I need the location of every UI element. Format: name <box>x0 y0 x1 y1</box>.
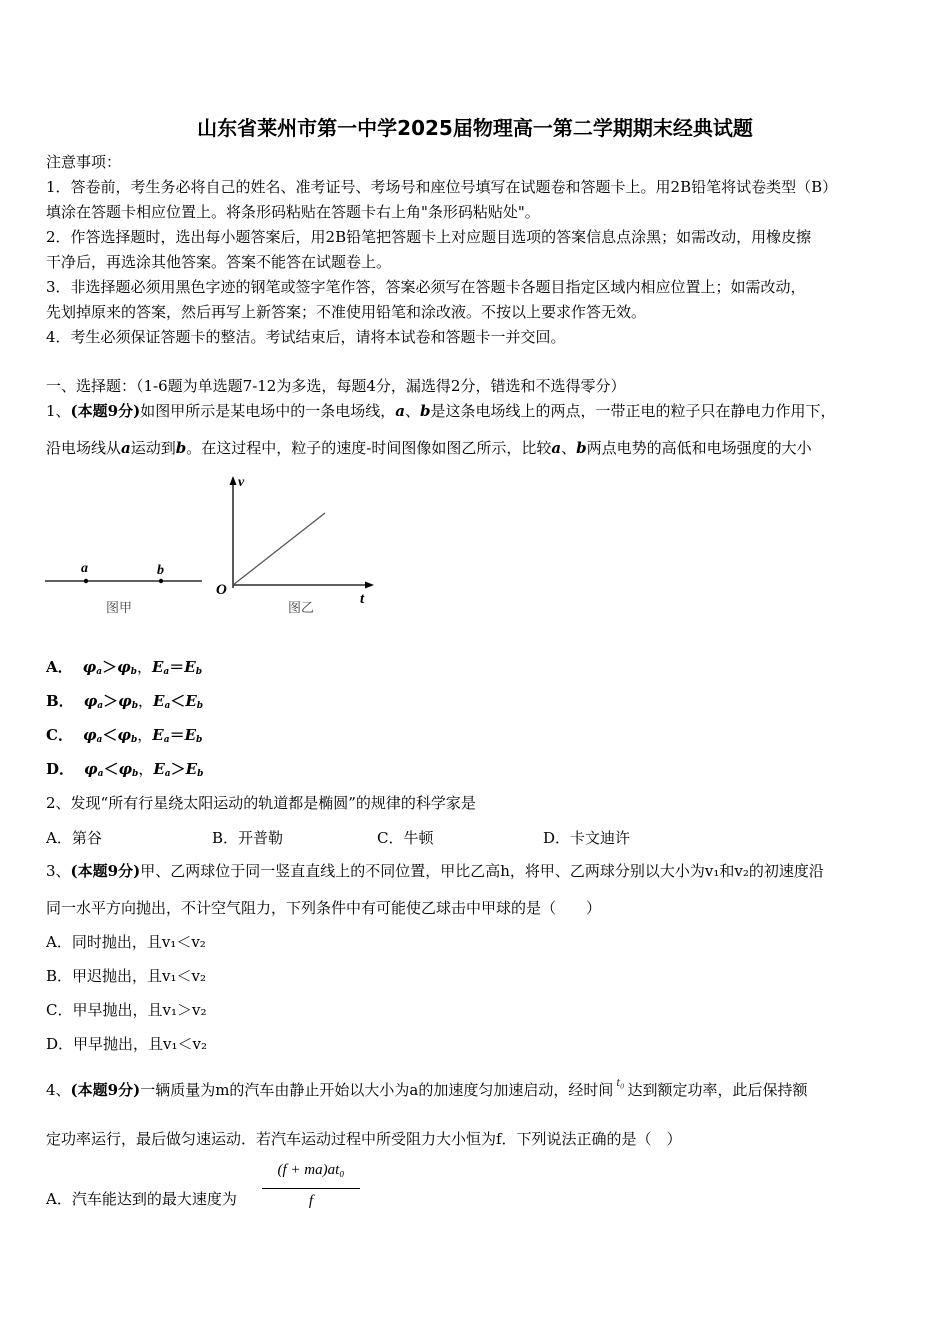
comma: ， <box>138 692 154 710</box>
q4-prefix: 4、 <box>46 1081 71 1099</box>
phi-symbol: φ <box>84 760 98 778</box>
relation: ＜ <box>103 760 119 778</box>
notice-line: 干净后，再选涂其他答案。答案不能答在试题卷上。 <box>46 253 392 271</box>
q1-sep: 、 <box>404 402 420 420</box>
q1-text: 沿电场线从 <box>46 439 122 457</box>
q3-option-d[interactable]: D．甲早抛出，且v₁＜v₂ <box>46 1035 208 1053</box>
notice-line: 3．非选择题必须用黑色字迹的钢笔或签字笔作答，答案必须写在答题卡各题目指定区域内相应位置上；如需改动， <box>46 278 806 296</box>
phi-symbol: φ <box>118 760 133 778</box>
e-symbol: E <box>185 760 198 778</box>
v-axis-arrow <box>230 476 237 485</box>
comma: ， <box>137 726 153 744</box>
vt-line <box>233 513 325 585</box>
relation: ＞ <box>102 658 118 676</box>
subscript: a <box>96 667 103 677</box>
point-b-dot <box>159 579 163 583</box>
q3-option-b[interactable]: B．甲迟抛出，且v₁＜v₂ <box>46 967 206 985</box>
axis-label-v: v <box>238 475 245 490</box>
subscript: b <box>131 701 138 711</box>
subscript: b <box>130 735 138 745</box>
t0-symbol: t₀ <box>616 1074 625 1089</box>
subscript: a <box>163 735 170 745</box>
option-key: D． <box>46 760 75 778</box>
q4-text: 达到额定功率，此后保持额 <box>627 1081 808 1099</box>
e-symbol: E <box>185 692 197 710</box>
comma: ， <box>138 760 154 778</box>
fig-label-a: a <box>81 561 88 576</box>
q1-point-b: b <box>419 402 431 420</box>
notice-line: 4．考生必须保证答题卡的整洁。考试结束后，请将本试卷和答题卡一并交回。 <box>46 328 566 346</box>
q1-text: 是这条电场线上的两点，一带正电的粒子只在静电力作用下， <box>430 402 836 420</box>
notice-line: 先划掉原来的答案，然后再写上新答案；不准使用铅笔和涂改液。不按以上要求作答无效。 <box>46 303 647 321</box>
phi-symbol: φ <box>82 658 97 676</box>
q1-prefix: 1、 <box>46 402 71 420</box>
option-key: A． <box>46 658 73 676</box>
phi-symbol: φ <box>83 692 98 710</box>
t-axis-arrow <box>365 582 374 589</box>
fig-caption-jia: 图甲 <box>106 601 133 616</box>
q1-point-a: a <box>121 439 131 457</box>
q1-tag: (本题9分) <box>70 402 141 420</box>
q3-tag: (本题9分) <box>70 862 141 880</box>
phi-symbol: φ <box>117 726 131 744</box>
subscript: b <box>197 769 204 779</box>
q1-option-d[interactable] <box>46 759 203 784</box>
e-symbol: E <box>152 726 164 744</box>
e-symbol: E <box>153 760 165 778</box>
subscript: a <box>97 701 104 711</box>
page-title: 山东省莱州市第一中学2025届物理高一第二学期期末经典试题 <box>197 116 753 140</box>
axis-origin: O <box>216 582 227 598</box>
q1-point-b: b <box>175 439 187 457</box>
q1-option-a[interactable] <box>46 657 202 682</box>
q2-option-a[interactable]: A．第谷 <box>46 829 102 847</box>
q1-option-c[interactable] <box>46 725 202 750</box>
q1-point-b: b <box>576 439 587 457</box>
comma: ， <box>136 658 152 676</box>
subscript: a <box>163 667 170 677</box>
q1-option-b[interactable] <box>46 691 203 716</box>
q2-option-b[interactable]: B．开普勒 <box>212 829 284 847</box>
q4-line2: 定功率运行，最后做匀速运动．若汽车运动过程中所受阻力大小恒为f．下列说法正确的是（ ） <box>46 1130 682 1148</box>
subscript: a <box>164 769 171 779</box>
e-symbol: E <box>153 692 165 710</box>
subscript: a <box>96 735 103 745</box>
fraction-numerator: (f + ma)at₀ <box>277 1162 345 1178</box>
relation: ＜ <box>170 692 186 710</box>
notice-line: 1．答卷前，考生务必将自己的姓名、准考证号、考场号和座位号填写在试题卷和答题卡上。用2B铅笔将试卷类型（B） <box>46 178 838 196</box>
q1-text: 两点电势的高低和电场强度的大小 <box>586 439 812 457</box>
q1-line2 <box>46 438 812 458</box>
e-symbol: E <box>184 658 196 676</box>
point-a-dot <box>84 579 88 583</box>
q1-text: 运动到 <box>130 439 176 457</box>
q1-text: 如图甲所示是某电场中的一条电场线， <box>140 402 396 420</box>
q4-option-a[interactable]: A．汽车能达到的最大速度为 <box>46 1190 237 1208</box>
fig-label-b: b <box>157 563 164 578</box>
q1-text: 。在这过程中，粒子的速度-时间图像如图乙所示，比较 <box>186 439 552 457</box>
q2-text: 2、发现“所有行星绕太阳运动的轨道都是椭圆”的规律的科学家是 <box>46 794 476 812</box>
q2-option-d[interactable]: D．卡文迪许 <box>543 829 631 847</box>
subscript: b <box>130 667 137 677</box>
q3-line2: 同一水平方向抛出，不计空气阻力，下列条件中有可能使乙球击中甲球的是（ ） <box>46 899 602 917</box>
q1-sep: 、 <box>561 439 577 457</box>
section-heading: 一、选择题：（1-6题为单选题7-12为多选，每题4分，漏选得2分，错选和不选得零分） <box>46 377 626 395</box>
phi-symbol: φ <box>82 726 97 744</box>
relation: ＝ <box>169 658 185 676</box>
fraction-bar <box>262 1188 360 1189</box>
relation: ＜ <box>102 726 118 744</box>
e-symbol: E <box>184 726 197 744</box>
q4-text: 一辆质量为m的汽车由静止开始以大小为a的加速度匀加速启动，经时间 <box>140 1081 614 1099</box>
q3-option-c[interactable]: C．甲早抛出，且v₁＞v₂ <box>46 1001 207 1019</box>
e-symbol: E <box>151 658 164 676</box>
option-key: B． <box>46 692 74 710</box>
q3-option-a[interactable]: A．同时抛出，且v₁＜v₂ <box>46 933 206 951</box>
phi-symbol: φ <box>118 692 132 710</box>
relation: ＞ <box>170 760 186 778</box>
q2-option-c[interactable]: C．牛顿 <box>377 829 434 847</box>
q1-figure <box>40 470 380 620</box>
option-key: C． <box>46 726 73 744</box>
fig-caption-yi: 图乙 <box>288 601 315 616</box>
axis-label-t: t <box>360 591 365 607</box>
notice-line: 填涂在答题卡相应位置上。将条形码粘贴在答题卡右上角"条形码粘贴处"。 <box>46 203 540 221</box>
q1-line1 <box>46 401 835 421</box>
q4-line1 <box>46 1074 808 1101</box>
relation: ＞ <box>103 692 119 710</box>
q3-line1 <box>46 861 824 881</box>
subscript: b <box>132 769 139 779</box>
q1-point-a: a <box>395 402 405 420</box>
notice-heading: 注意事项： <box>46 153 122 171</box>
q4-tag: (本题9分) <box>70 1081 141 1099</box>
subscript: b <box>196 735 203 745</box>
q3-text: 甲、乙两球位于同一竖直直线上的不同位置，甲比乙高h，将甲、乙两球分别以大小为v₁和v₂的初速度沿 <box>140 862 824 880</box>
relation: ＝ <box>169 726 185 744</box>
q3-prefix: 3、 <box>46 862 71 880</box>
notice-line: 2．作答选择题时，选出每小题答案后，用2B铅笔把答题卡上对应题目选项的答案信息点涂黑；如需改动，用橡皮擦 <box>46 228 812 246</box>
q1-point-a: a <box>551 439 562 457</box>
subscript: b <box>196 701 204 711</box>
fraction-denominator: f <box>308 1193 314 1209</box>
subscript: a <box>97 769 104 779</box>
subscript: b <box>195 667 202 677</box>
phi-symbol: φ <box>117 658 131 676</box>
subscript: a <box>164 701 171 711</box>
